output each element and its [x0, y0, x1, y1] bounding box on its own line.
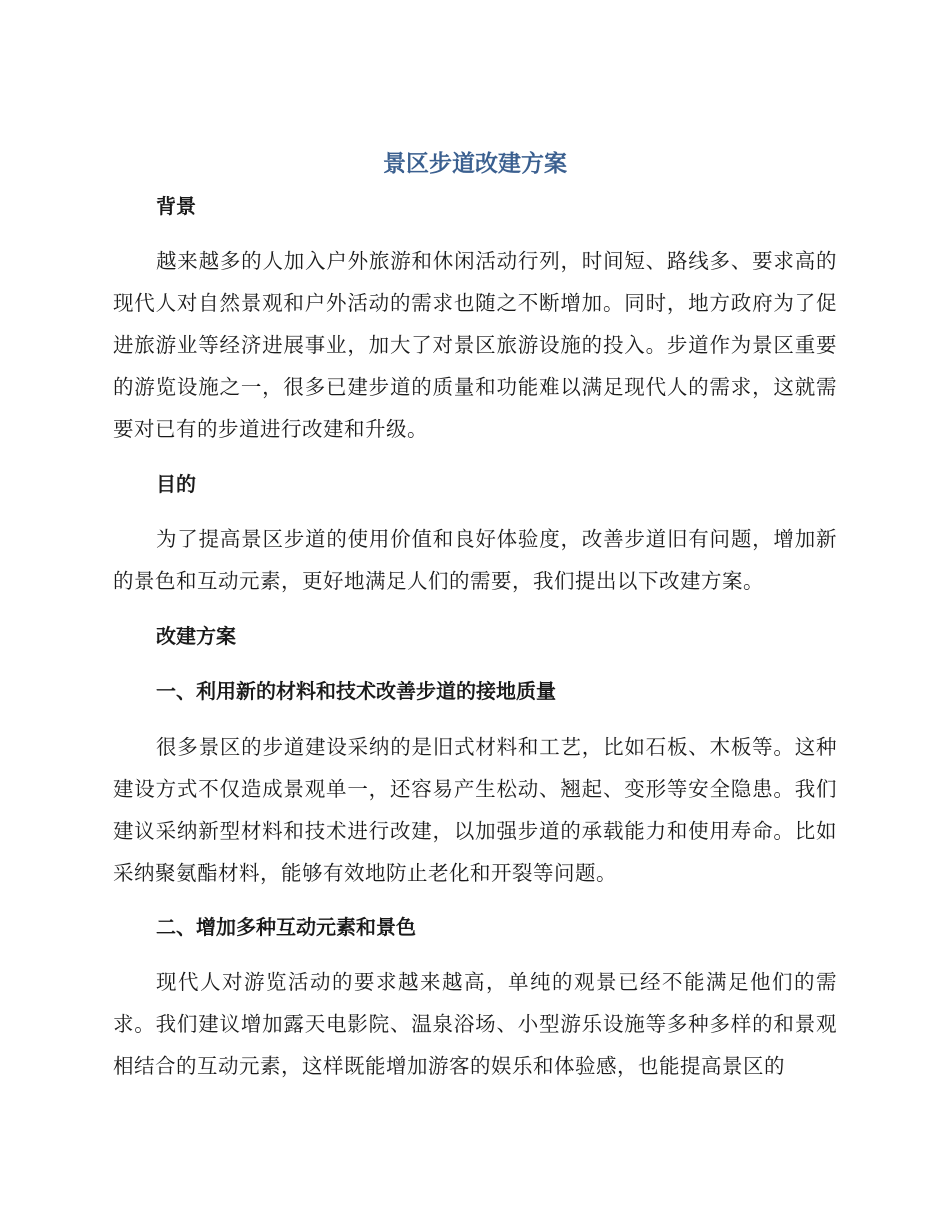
- section-heading-background: 背景: [156, 194, 196, 218]
- section-paragraph-plan-item-1: 很多景区的步道建设采纳的是旧式材料和工艺，比如石板、木板等。这种建设方式不仅造成景观单一，还容易产生松动、翘起、变形等安全隐患。我们建议采纳新型材料和技术进行改建，以加强步道的承载能力和使用寿命。比如采纳聚氨酯材料，能够有效地防止老化和开裂等问题。: [113, 735, 837, 885]
- section-heading-purpose: 目的: [156, 472, 196, 496]
- section-paragraph-background: 越来越多的人加入户外旅游和休闲活动行列，时间短、路线多、要求高的现代人对自然景观和户外活动的需求也随之不断增加。同时，地方政府为了促进旅游业等经济进展事业，加大了对景区旅游设施的投入。步道作为景区重要的游览设施之一，很多已建步道的质量和功能难以满足现代人的需求，这就需要对已有的步道进行改建和升级。: [113, 249, 837, 441]
- section-heading-plan-item-1: 一、利用新的材料和技术改善步道的接地质量: [156, 679, 556, 703]
- section-paragraph-plan-item-2: 现代人对游览活动的要求越来越高，单纯的观景已经不能满足他们的需求。我们建议增加露天电影院、温泉浴场、小型游乐设施等多种多样的和景观相结合的互动元素，这样既能增加游客的娱乐和体验感，也能提高景区的: [113, 970, 837, 1078]
- section-heading-plan: 改建方案: [156, 624, 236, 648]
- document-title: 景区步道改建方案: [383, 151, 567, 177]
- section-paragraph-purpose: 为了提高景区步道的使用价值和良好体验度，改善步道旧有问题，增加新的景色和互动元素，更好地满足人们的需要，我们提出以下改建方案。: [113, 527, 837, 593]
- section-heading-plan-item-2: 二、增加多种互动元素和景色: [156, 915, 416, 939]
